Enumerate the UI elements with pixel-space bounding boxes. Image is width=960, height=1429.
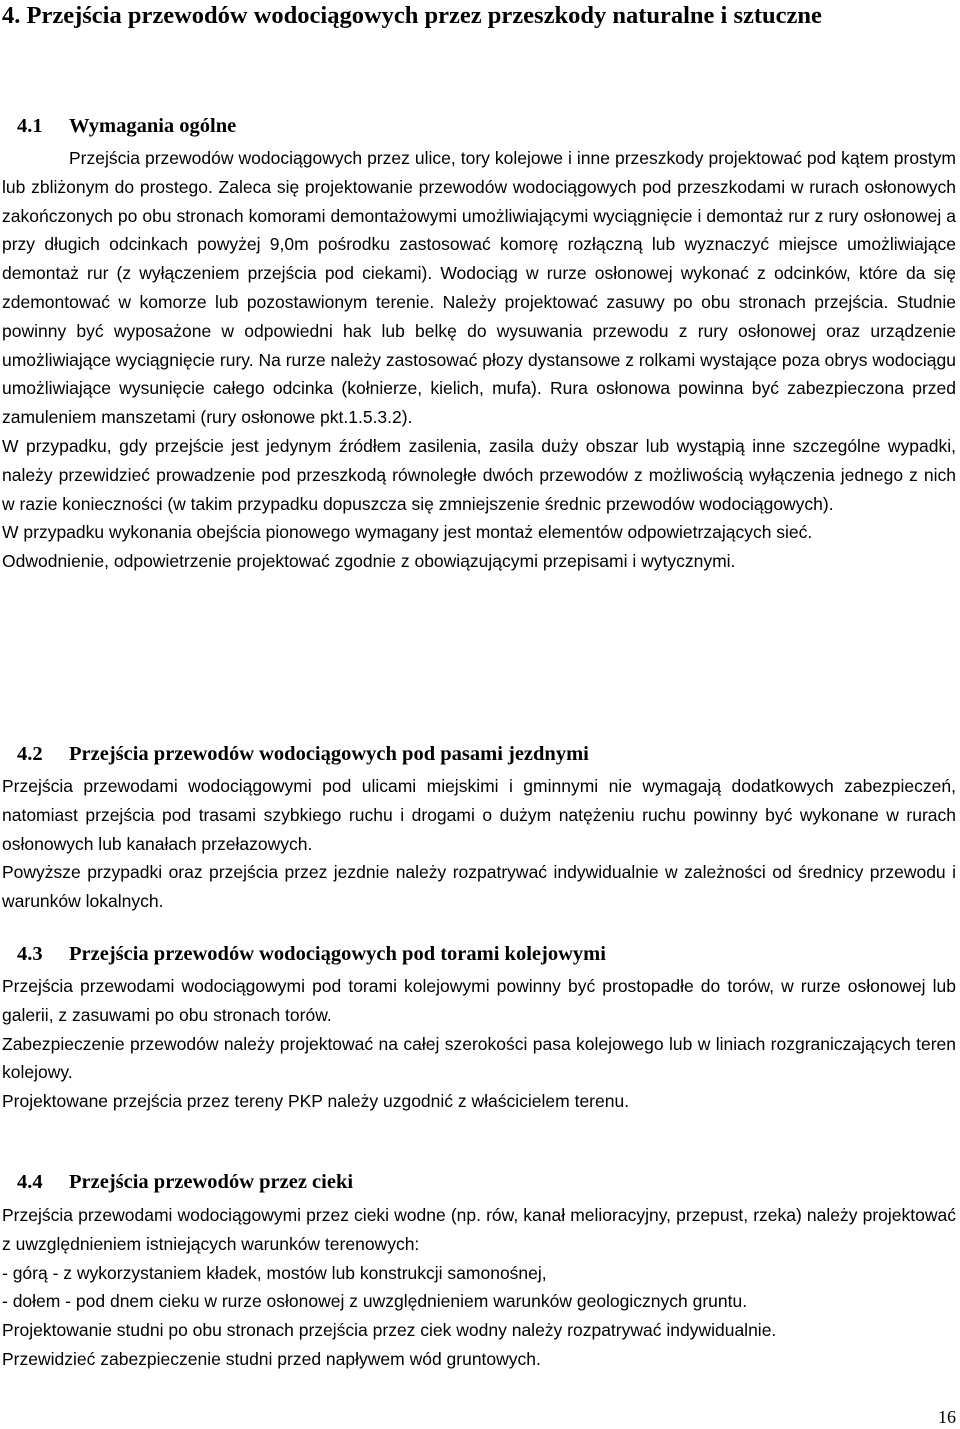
- paragraph: Przewidzieć zabezpieczenie studni przed napływem wód gruntowych.: [2, 1348, 541, 1369]
- section-title: Przejścia przewodów przez cieki: [69, 1171, 354, 1193]
- chapter-title: 4. Przejścia przewodów wodociągowych przez przeszkody naturalne i sztuczne: [2, 2, 822, 29]
- paragraph: W przypadku, gdy przejście jest jedynym źródłem zasilenia, zasila duży obszar lub wystąpią inne szczególne wypadki, należy przewidzieć prowadzenie pod przeszkodą równoległe dwóch przewodów z możliwością wyłączenia jednego z nich w razie konieczności (w takim przypadku dopuszcza się zmniejszenie średnic przewodów wodociągowych).: [2, 435, 956, 514]
- section-number: 4.3: [17, 943, 43, 965]
- section-title: Przejścia przewodów wodociągowych pod pasami jezdnymi: [69, 743, 589, 765]
- paragraph: Przejścia przewodami wodociągowymi przez cieki wodne (np. rów, kanał melioracyjny, przepust, rzeka) należy projektować z uwzględnieniem istniejących warunków terenowych:: [2, 1205, 956, 1254]
- list-item: - dołem - pod dnem cieku w rurze osłonowej z uwzględnieniem warunków geologicznych gruntu.: [2, 1291, 748, 1312]
- section-body-4-2: [2, 772, 956, 916]
- paragraph: Zabezpieczenie przewodów należy projektować na całej szerokości pasa kolejowego lub w liniach rozgraniczających teren kolejowy.: [2, 1033, 956, 1083]
- paragraph: Przejścia przewodów wodociągowych przez ulice, tory kolejowe i inne przeszkody projektować pod kątem prostym lub zbliżonym do prostego. Zaleca się projektowanie przewodów wodociągowych pod przeszkodami w rurach osłonowych zakończonych po obu stronach komorami demontażowymi umożliwiającymi wyciągnięcie i demontaż rur z rury osłonowej a przy długich odcinkach powyżej 9,0m pośrodku zastosować komorę rozłączną lub wyznaczyć miejsce umożliwiające demontaż rur (z wyłączeniem przejścia pod ciekami). Wodociąg w rurze osłonowej wykonać z odcinków, które da się zdemontować w komorze lub pozostawionym terenie. Należy projektować zasuwy po obu stronach przejścia. Studnie powinny być wyposażone w odpowiedni hak lub belkę do wysuwania przewodu z rury osłonowej oraz urządzenie umożliwiające wyciągnięcie rury. Na rurze należy zastosować płozy dystansowe z rolkami wystające poza obrys wodociągu umożliwiające wysunięcie całego odcinka (kołnierze, kielich, mufa). Rura osłonowa powinna być zabezpieczona przed zamuleniem manszetami (rury osłonowe pkt.1.5.3.2).: [2, 148, 956, 428]
- section-heading-4-1: [17, 112, 236, 140]
- section-heading-4-2: [17, 740, 589, 768]
- section-heading-4-4: [17, 1168, 353, 1196]
- section-title: Wymagania ogólne: [69, 115, 237, 137]
- paragraph: Przejścia przewodami wodociągowymi pod torami kolejowymi powinny być prostopadłe do torów, w rurze osłonowej lub galerii, z zasuwami po obu stronach torów.: [2, 976, 956, 1025]
- section-heading-4-3: [17, 940, 606, 968]
- section-body-4-3: [2, 972, 956, 1116]
- paragraph: Przejścia przewodami wodociągowymi pod ulicami miejskimi i gminnymi nie wymagają dodatkowych zabezpieczeń, natomiast przejścia pod trasami szybkiego ruchu i drogami o dużym natężeniu ruchu powinny być wykonane w rurach osłonowych lub kanałach przełazowych.: [2, 776, 956, 854]
- page-number: 16: [938, 1407, 956, 1427]
- section-number: 4.1: [17, 115, 43, 137]
- section-body-4-4: [2, 1201, 956, 1374]
- list-item: - górą - z wykorzystaniem kładek, mostów lub konstrukcji samonośnej,: [2, 1262, 547, 1283]
- paragraph: Projektowanie studni po obu stronach przejścia przez ciek wodny należy rozpatrywać indywidualnie.: [2, 1320, 777, 1341]
- section-title: Przejścia przewodów wodociągowych pod torami kolejowymi: [69, 943, 606, 965]
- paragraph: Odwodnienie, odpowietrzenie projektować zgodnie z obowiązującymi przepisami i wytycznymi.: [2, 551, 736, 572]
- paragraph: Powyższe przypadki oraz przejścia przez jezdnie należy rozpatrywać indywidualnie w zależności od średnicy przewodu i warunków lokalnych.: [2, 862, 956, 912]
- paragraph: Projektowane przejścia przez tereny PKP należy uzgodnić z właścicielem terenu.: [2, 1091, 630, 1112]
- section-number: 4.4: [17, 1171, 43, 1193]
- section-body-4-1: [2, 144, 956, 576]
- paragraph: W przypadku wykonania obejścia pionowego wymagany jest montaż elementów odpowietrzających sieć.: [2, 522, 813, 543]
- section-number: 4.2: [17, 743, 43, 765]
